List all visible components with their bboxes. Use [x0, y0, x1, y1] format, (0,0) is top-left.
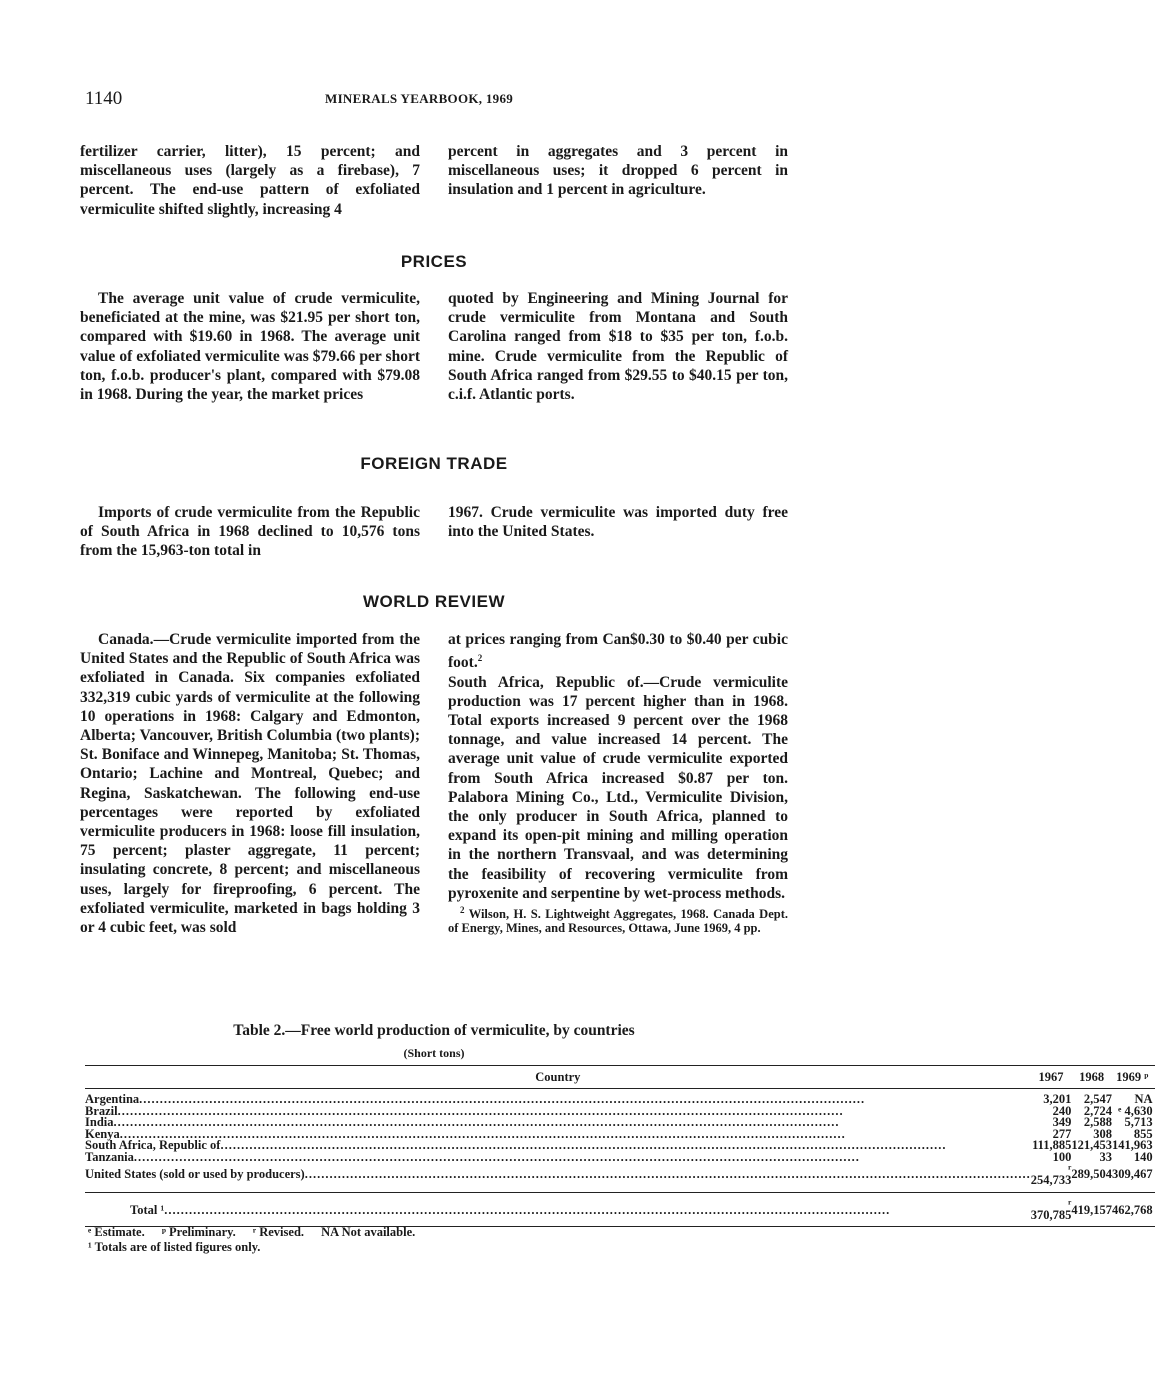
- canada-text: —Crude vermiculite imported from the United States and the Republic of South Africa was exfoliated in Canada. Six companies exfoliated 332,319 cubic yards of vermiculite at the following 10 operations in 1968: Calgary and Edmonton, Alberta; Vancouver, British Columbia (two plants); St. Boniface and Winnepeg, Manitoba; St. Thomas, Ontario; Lachine and Montreal, Quebec; and Regina, Saskatchewan. The following end-use percentages were reported by exfoliated vermiculite producers in 1968: loose fill insulation, 75 percent; plaster aggregate, 11 percent; insulating concrete, 8 percent; and miscellaneous uses, largely for fireproofing, 6 percent. The exfoliated vermiculite, marketed in bags holding 3 or 4 cubic feet, was sold: [80, 631, 420, 937]
- foreign-trade-right-column: [448, 503, 788, 561]
- header-1968: 1968: [1071, 1066, 1112, 1089]
- world-review-section: [80, 630, 788, 937]
- intro-left-column: [80, 142, 420, 219]
- note-revised: ʳ Revised.: [252, 1225, 305, 1239]
- value-1969: 855: [1133, 1126, 1153, 1141]
- footnote-mark: 2: [460, 905, 465, 915]
- running-head: [85, 88, 785, 112]
- canada-continued: [448, 630, 788, 673]
- country-name: South Africa, Republic of: [85, 1138, 221, 1153]
- foreign-trade-left-text: Imports of crude vermiculite from the Republic of South Africa in 1968 declined to 10,576 tons from the 15,963-ton total in: [80, 504, 420, 560]
- value-1969: 140: [1133, 1149, 1153, 1164]
- prices-heading: PRICES: [400, 252, 468, 271]
- value-1967: 349: [1052, 1115, 1072, 1130]
- value-1967: 111,885: [1032, 1138, 1072, 1153]
- note-na: NA Not available.: [321, 1225, 416, 1239]
- value-1968: 121,453: [1071, 1138, 1112, 1153]
- value-1969: NA: [1134, 1092, 1153, 1106]
- value-1969: 309,467: [1111, 1167, 1153, 1182]
- total-1967: ʳ 370,785: [1031, 1192, 1072, 1226]
- foreign-trade-left-column: [80, 503, 420, 561]
- canada-paragraph: [80, 630, 420, 937]
- header-1967: 1967: [1031, 1066, 1072, 1089]
- intro-right-text: percent in aggregates and 3 percent in miscellaneous uses; it dropped 6 percent in insulation and 1 percent in agriculture.: [448, 143, 788, 199]
- table-row: [85, 1164, 1155, 1193]
- note-preliminary: ᵖ Preliminary.: [161, 1225, 236, 1239]
- prices-right-column: [448, 289, 788, 404]
- country-name: Argentina: [85, 1092, 140, 1106]
- table-notes-line-1: [88, 1225, 429, 1240]
- page-number: 1140: [85, 88, 123, 109]
- foreign-trade-section: [80, 503, 788, 561]
- footnote-reference: 2: [477, 653, 483, 664]
- table-title: Table 2.—Free world production of vermiculite, by countries: [233, 1022, 635, 1039]
- value-1967: 100: [1052, 1149, 1072, 1164]
- table-header-row: [85, 1066, 1155, 1089]
- value-1967: ʳ 254,733: [1030, 1161, 1072, 1188]
- table-notes: [88, 1225, 429, 1255]
- foreign-trade-right-text: 1967. Crude vermiculite was imported duty free into the United States.: [448, 504, 788, 541]
- south-africa-lead: South Africa, Republic of.: [448, 673, 644, 691]
- country-name: India: [85, 1115, 114, 1130]
- total-label: Total ¹: [130, 1202, 165, 1217]
- total-1969: 462,768: [1112, 1192, 1155, 1226]
- value-1968: 2,547: [1083, 1092, 1112, 1106]
- value-1968: 33: [1099, 1149, 1112, 1164]
- intro-left-text: fertilizer carrier, litter), 15 percent; and miscellaneous uses (largely as a firebase), 7 percent. The end-use pattern of exfoliated vermiculite shifted slightly, increasing 4: [80, 143, 420, 218]
- south-africa-paragraph: [448, 673, 788, 903]
- note-estimate: ᵉ Estimate.: [88, 1225, 145, 1239]
- world-review-left-column: [80, 630, 420, 937]
- canada-lead: Canada.: [98, 631, 154, 648]
- value-1968: 289,504: [1071, 1167, 1112, 1182]
- intro-section: [80, 142, 788, 219]
- journal-title: MINERALS YEARBOOK, 1969: [325, 91, 514, 106]
- prices-section: [80, 289, 788, 404]
- header-1969: 1969 ᵖ: [1112, 1066, 1155, 1089]
- value-1967: 240: [1052, 1103, 1072, 1118]
- production-table: [85, 1065, 1155, 1227]
- value-1968: 2,724: [1083, 1103, 1112, 1118]
- prices-left-text: The average unit value of crude vermiculite, beneficiated at the mine, was $21.95 per short ton, compared with $19.60 in 1968. The average unit value of exfoliated vermiculite was $79.66 per short ton, f.o.b. producer's plant, compared with $79.08 in 1968. During the year, the market prices: [80, 290, 420, 404]
- world-review-heading: WORLD REVIEW: [363, 592, 505, 611]
- canada-continued-text: at prices ranging from Can$0.30 to $0.40 per cubic foot.: [448, 631, 788, 672]
- total-1968: 419,157: [1071, 1192, 1112, 1226]
- table-total-row: [85, 1192, 1155, 1226]
- footnote-text: Wilson, H. S. Lightweight Aggregates, 1968. Canada Dept. of Energy, Mines, and Resources, Ottawa, June 1969, 4 pp.: [448, 907, 788, 936]
- prices-left-column: [80, 289, 420, 404]
- country-name: Tanzania: [85, 1149, 134, 1164]
- country-name: United States (sold or used by producers): [85, 1167, 305, 1182]
- country-name: Brazil: [85, 1103, 118, 1118]
- foreign-trade-heading: FOREIGN TRADE: [360, 454, 508, 473]
- country-name: Kenya: [85, 1126, 120, 1141]
- value-1967: 3,201: [1043, 1092, 1072, 1106]
- note-totals: ¹ Totals are of listed figures only.: [88, 1240, 261, 1254]
- intro-right-column: [448, 142, 788, 219]
- table-unit: (Short tons): [403, 1046, 465, 1060]
- value-1968: 2,588: [1083, 1115, 1112, 1130]
- south-africa-text: —Crude vermiculite production was 17 percent higher than in 1968. Total exports increased 9 percent over the 1968 tonnage, and value increased 14 percent. The average unit value of crude vermiculite exported from South Africa increased $0.87 per ton. Palabora Mining Co., Ltd., Vermiculite Division, the only producer in South Africa, planned to expand its open-pit mining and milling operation in the northern Transvaal, and was determining the feasibility of recovering vermiculite from pyroxenite and serpentine by wet-process methods.: [448, 673, 788, 902]
- footnote: [448, 903, 788, 935]
- table-row: [85, 1152, 1155, 1164]
- header-country: Country: [85, 1066, 1031, 1089]
- value-1969: 5,713: [1124, 1115, 1153, 1130]
- value-1969: 141,963: [1111, 1138, 1153, 1153]
- value-1967: 277: [1052, 1126, 1072, 1141]
- table-body: [85, 1089, 1155, 1227]
- value-1969: ᵉ 4,630: [1118, 1103, 1153, 1118]
- world-review-right-column: [448, 630, 788, 937]
- prices-right-text: quoted by Engineering and Mining Journal for crude vermiculite from Montana and South Carolina ranged from $18 to $35 per ton, f.o.b. mine. Crude vermiculite from the Republic of South Africa ranged from $29.55 to $40.15 per ton, c.i.f. Atlantic ports.: [448, 290, 788, 404]
- value-1968: 308: [1093, 1126, 1112, 1141]
